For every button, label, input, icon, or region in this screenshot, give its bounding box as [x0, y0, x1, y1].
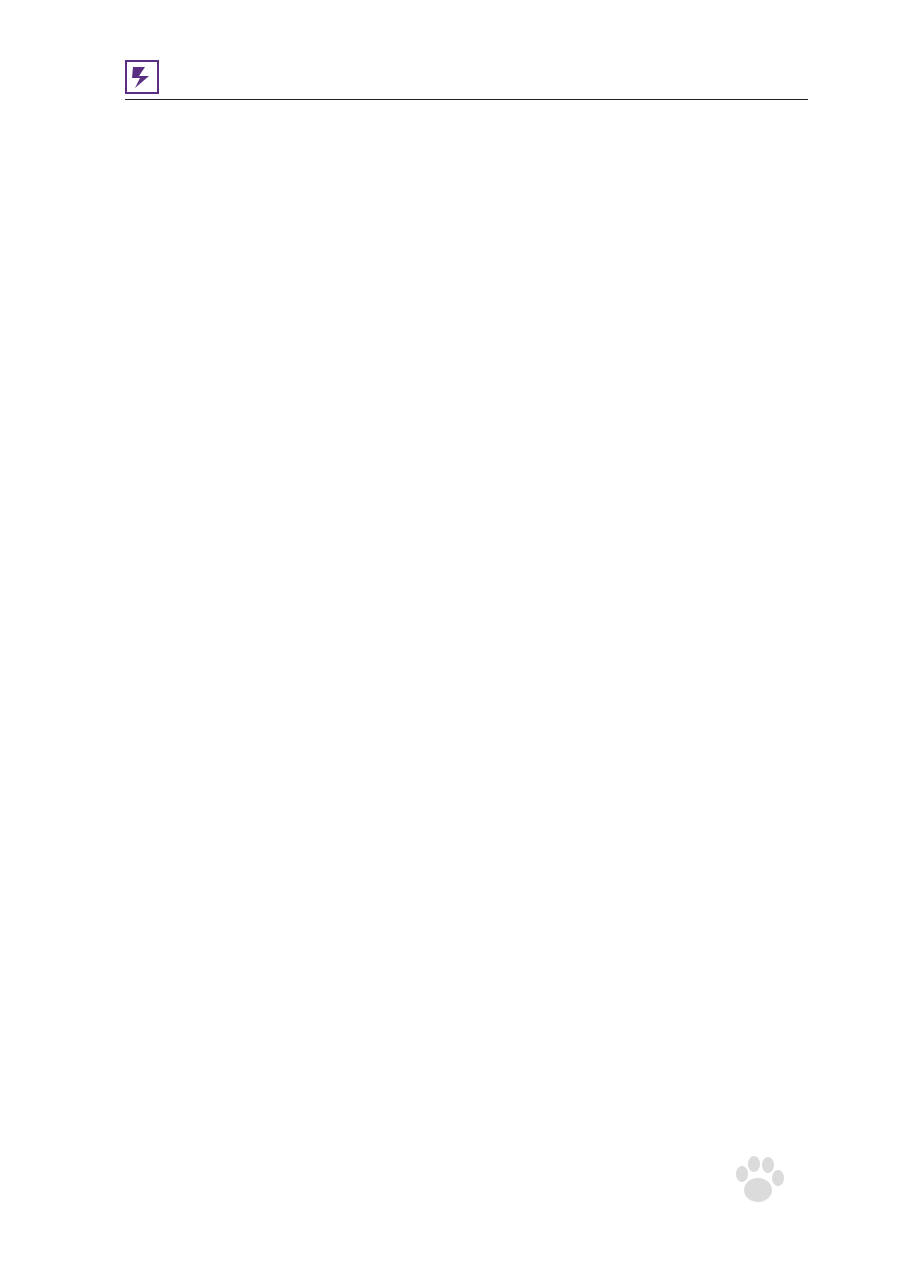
baidu-watermark [640, 1148, 880, 1248]
company-logo-icon [125, 60, 159, 94]
document-body [130, 122, 810, 133]
page-header [125, 58, 808, 102]
paw-icon [728, 1150, 788, 1210]
header-divider [125, 99, 808, 100]
